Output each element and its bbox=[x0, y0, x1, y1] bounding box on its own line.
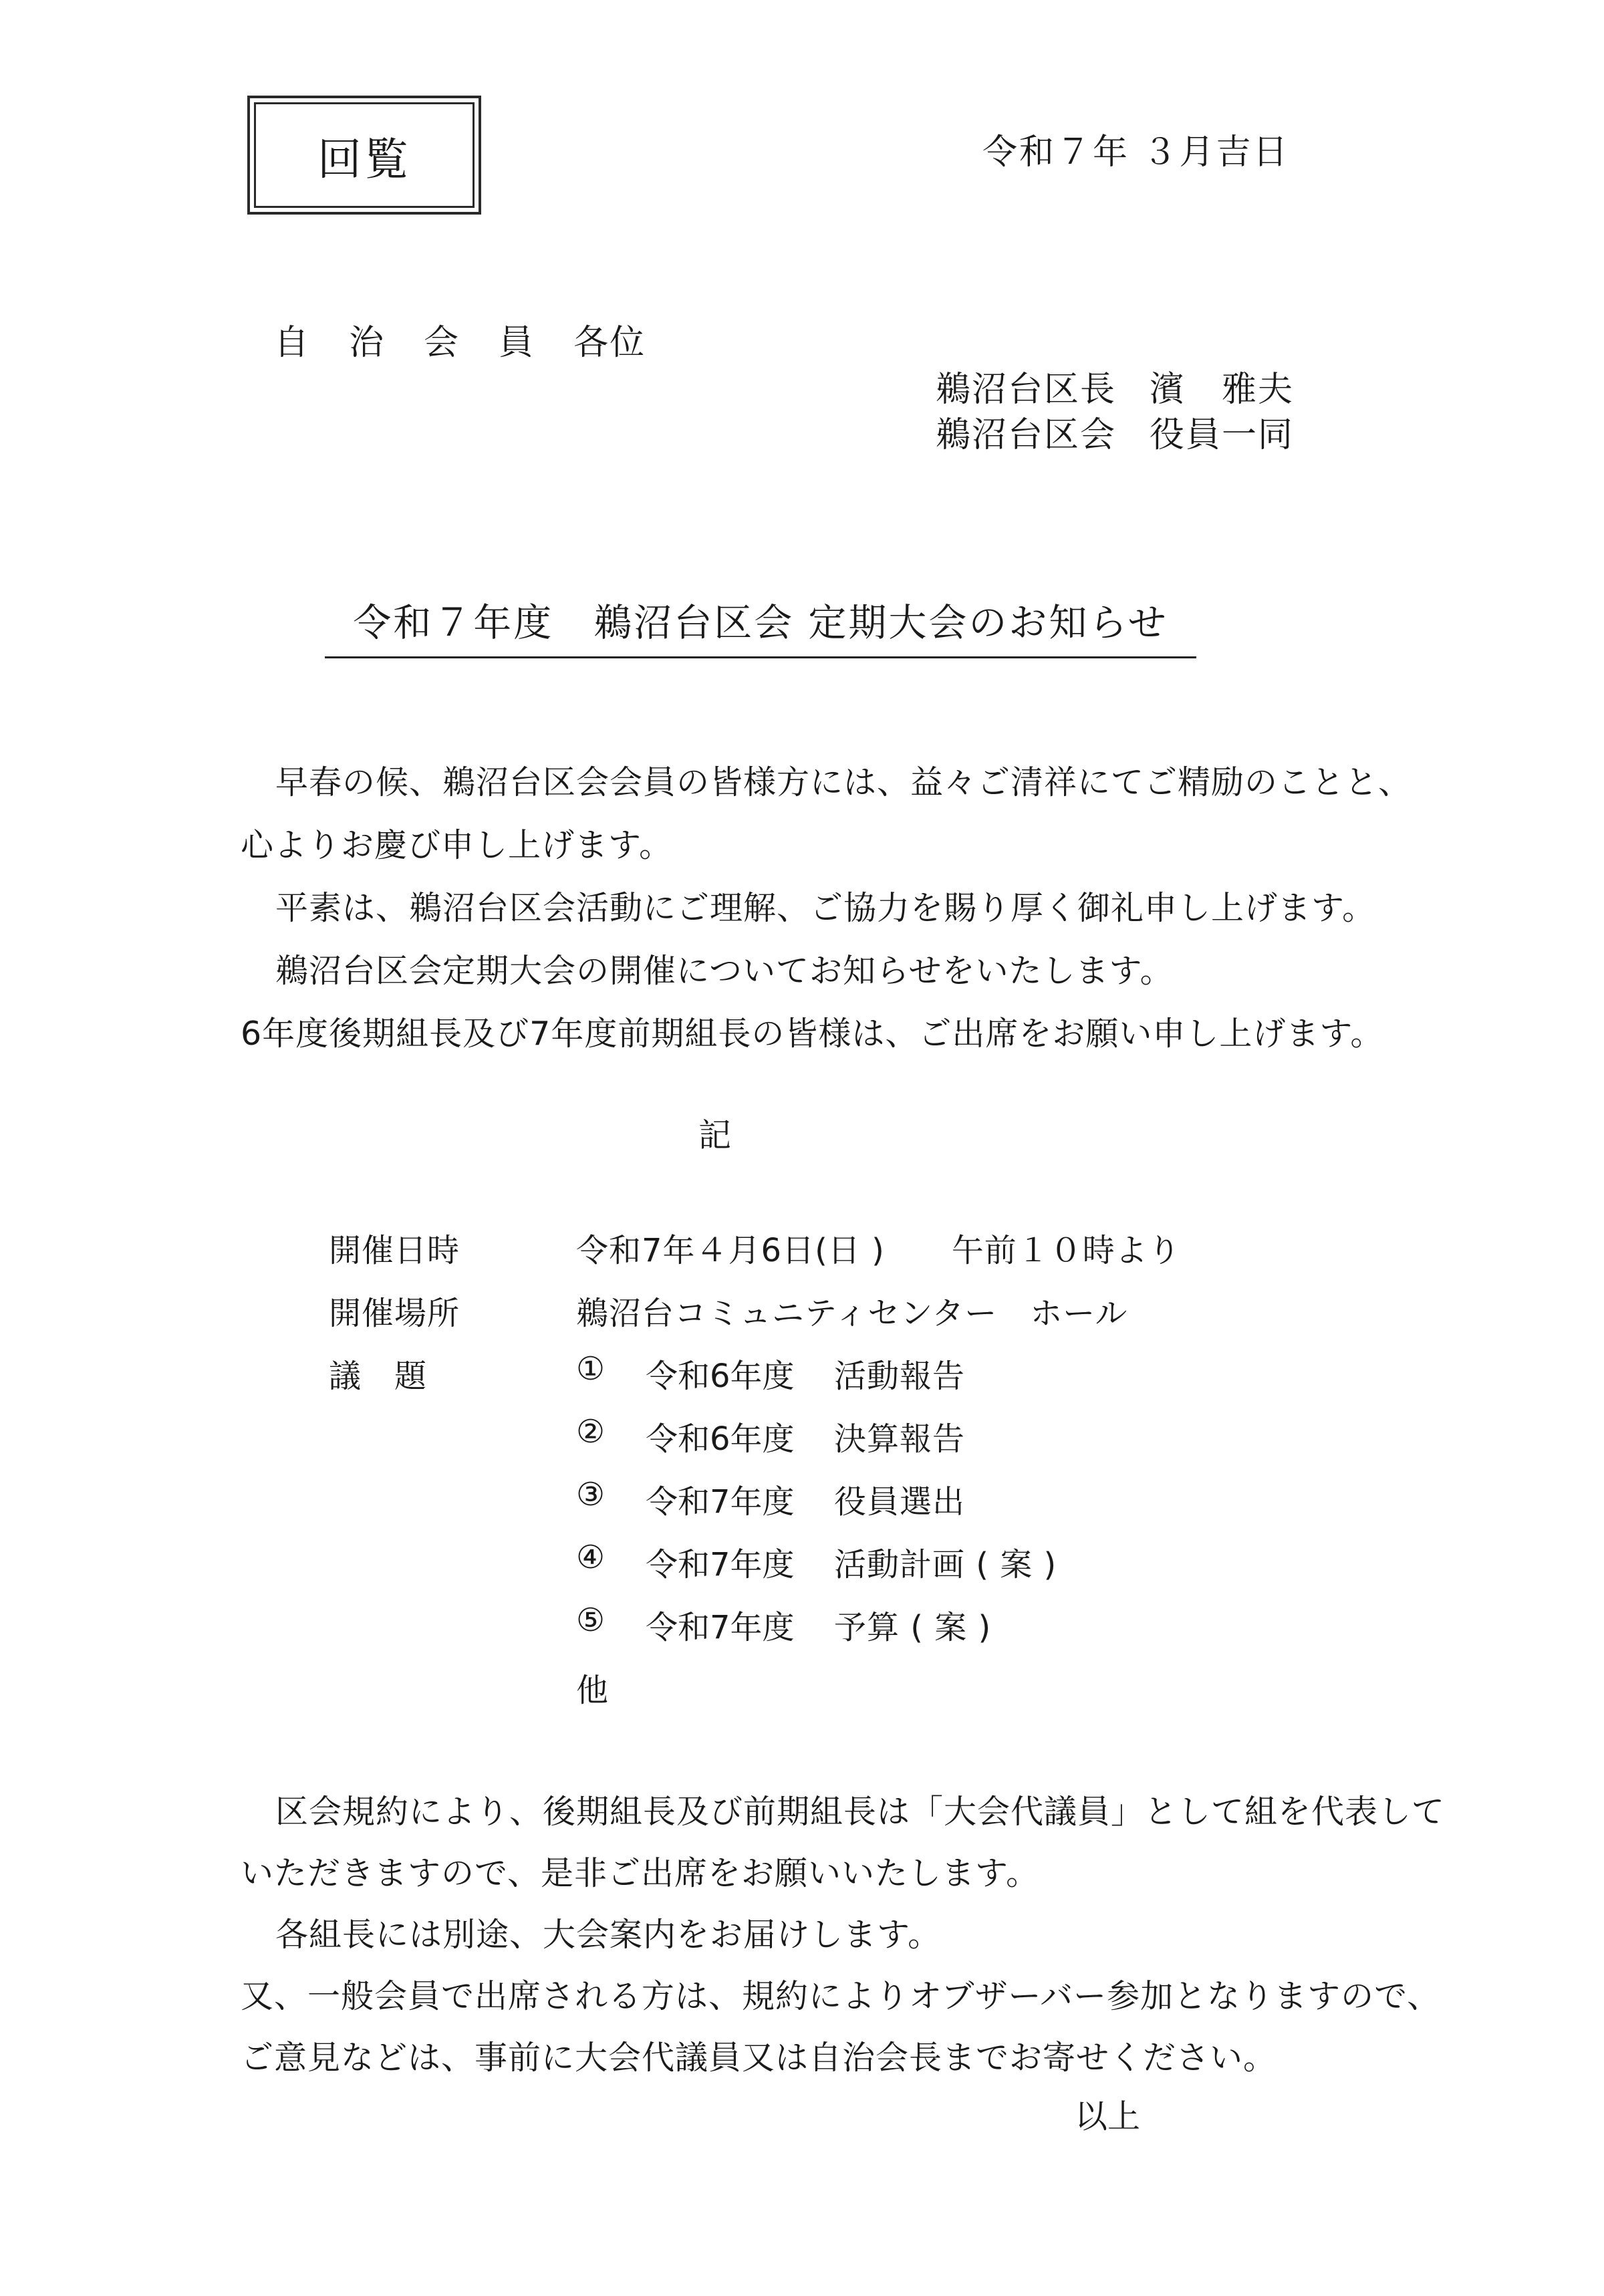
agenda-number: ④ bbox=[576, 1539, 606, 1576]
body-line: 鵜沼台区会定期大会の開催についてお知らせをいたします。 bbox=[275, 952, 1174, 990]
meeting-date: 令和7年４月6日(日 ) bbox=[576, 1232, 885, 1269]
agenda-other: 他 bbox=[576, 1672, 609, 1709]
sender-name: 役員一同 bbox=[1150, 415, 1295, 455]
ki-heading: 記 bbox=[698, 1116, 732, 1154]
footer-line: ご意見などは、事前に大会代議員又は自治会長までお寄せください。 bbox=[241, 2039, 1277, 2077]
agenda-item: 活動計画 ( 案 ) bbox=[834, 1546, 1057, 1583]
body-line: 6年度後期組長及び7年度前期組長の皆様は、ご出席をお願い申し上げます。 bbox=[241, 1015, 1384, 1053]
sender-line-1 bbox=[936, 361, 1294, 411]
date-label: 開催日時 bbox=[329, 1232, 460, 1269]
footer-line: いただきますので、是非ご出席をお願いいたします。 bbox=[241, 1854, 1040, 1892]
meeting-datetime bbox=[576, 1225, 1181, 1271]
document-title bbox=[325, 592, 1196, 658]
footer-line: 区会規約により、後期組長及び前期組長は「大会代議員」として組を代表して bbox=[275, 1793, 1446, 1831]
addressee-word: 自 bbox=[274, 323, 311, 363]
sender-org: 鵜沼台区長 bbox=[936, 370, 1117, 410]
agenda-number: ③ bbox=[576, 1476, 606, 1513]
agenda-year: 令和7年度 bbox=[646, 1546, 795, 1583]
sender-org: 鵜沼台区会 bbox=[936, 415, 1117, 455]
footer-line: 又、一般会員で出席される方は、規約によりオブザーバー参加となりますので、 bbox=[241, 1977, 1441, 2015]
place-label: 開催場所 bbox=[329, 1295, 460, 1332]
agenda-number: ⑤ bbox=[576, 1602, 606, 1639]
agenda-year: 令和6年度 bbox=[646, 1358, 795, 1395]
title-main: 鵜沼台区会 定期大会のお知らせ bbox=[593, 601, 1168, 645]
agenda-item: 活動報告 bbox=[834, 1358, 966, 1395]
addressee-word: 各位 bbox=[573, 323, 646, 363]
circular-label: 回覧 bbox=[317, 133, 411, 185]
agenda-item: 決算報告 bbox=[834, 1420, 966, 1458]
circular-stamp-box bbox=[247, 96, 481, 215]
footer-line: 各組長には別途、大会案内をお届けします。 bbox=[275, 1916, 942, 1954]
title-year: 令和７年度 bbox=[353, 601, 554, 645]
addressee bbox=[274, 314, 646, 364]
meeting-place: 鵜沼台コミュニティセンター ホール bbox=[576, 1295, 1128, 1332]
addressee-word: 員 bbox=[499, 323, 535, 363]
body-line: 平素は、鵜沼台区会活動にご理解、ご協力を賜り厚く御礼申し上げます。 bbox=[275, 889, 1376, 927]
addressee-word: 会 bbox=[424, 323, 460, 363]
addressee-word: 治 bbox=[349, 323, 386, 363]
body-line: 早春の候、鵜沼台区会会員の皆様方には、益々ご清祥にてご精励のことと、 bbox=[275, 763, 1412, 801]
agenda-year: 令和7年度 bbox=[646, 1483, 795, 1521]
agenda-number: ① bbox=[576, 1350, 606, 1388]
sender-line-2 bbox=[936, 406, 1294, 457]
agenda-number: ② bbox=[576, 1413, 606, 1450]
sender-name: 濱 雅夫 bbox=[1150, 370, 1295, 410]
body-line: 心よりお慶び申し上げます。 bbox=[241, 826, 673, 864]
agenda-item: 役員選出 bbox=[834, 1483, 966, 1521]
meeting-time: 午前１０時より bbox=[951, 1232, 1181, 1269]
agenda-year: 令和7年度 bbox=[646, 1609, 795, 1646]
issue-date: 令和７年 ３月吉日 bbox=[982, 132, 1290, 172]
agenda-year: 令和6年度 bbox=[646, 1420, 795, 1458]
agenda-item: 予算 ( 案 ) bbox=[834, 1609, 992, 1646]
agenda-label: 議 題 bbox=[329, 1358, 428, 1395]
closing-word: 以上 bbox=[1075, 2097, 1141, 2136]
